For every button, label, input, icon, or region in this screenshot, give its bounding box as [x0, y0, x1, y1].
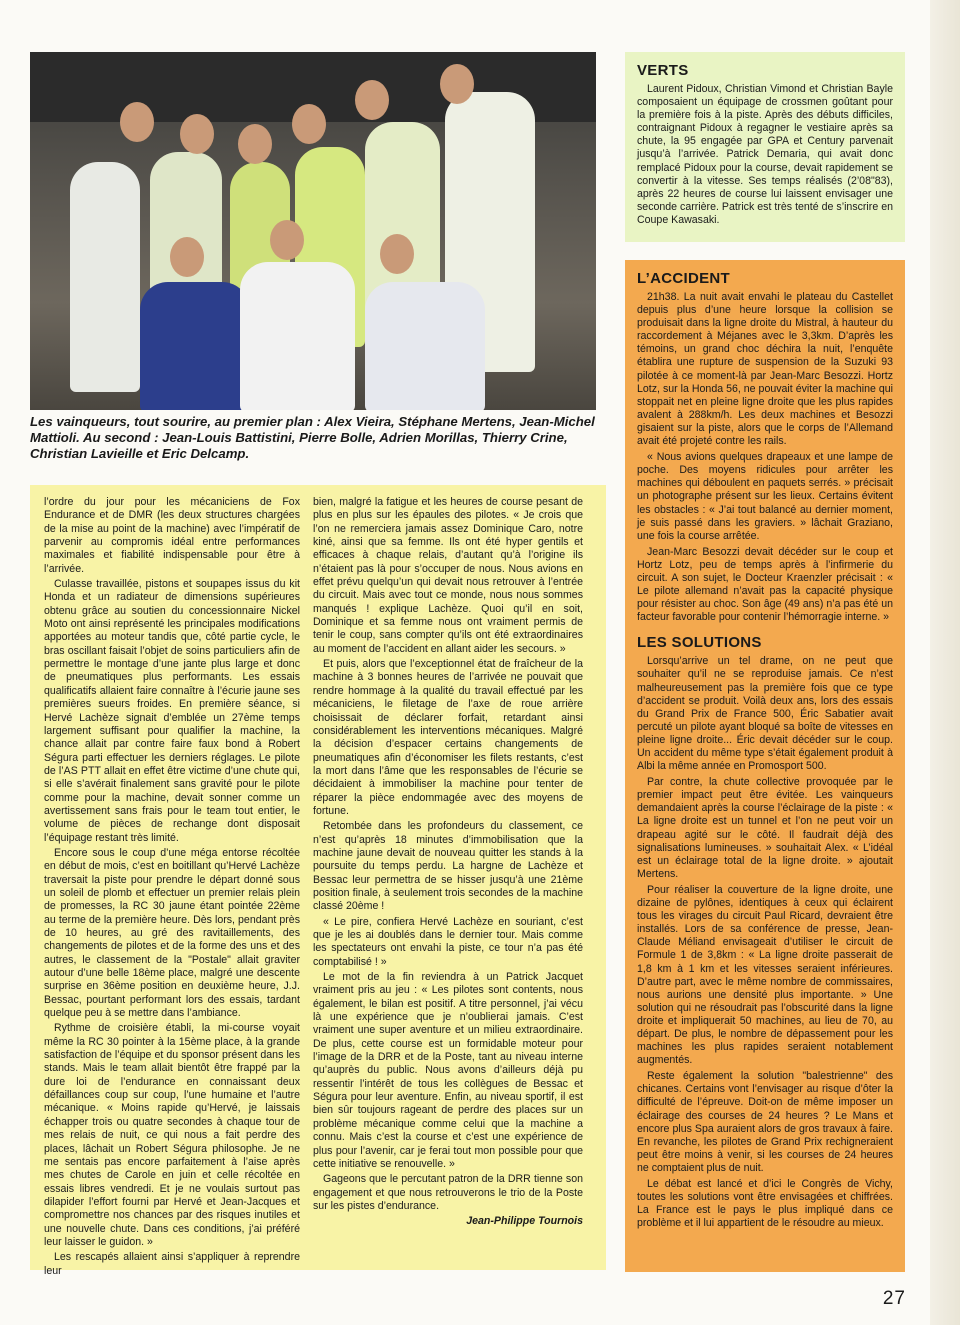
sidebar-paragraph: 21h38. La nuit avait envahi le plateau du Castellet depuis plus d’une heure lorsque la collision se produisait dans la ligne droite du Mistral, à hauteur du raccordement à Méjanes avec le 3,3km. D’après les témoins, un grand choc déchira la nuit, l’enquête établira une rupture de suspension de la Suzuki 93 pilotée à ce moment-là par Jean-Marc Besozzi. Hortz Lotz, sur la Honda 56, ne pouvait éviter la machine qui stoppait net en pleine ligne droite que les plus rapides avalent à 288km/h. Les deux machines et Besozzi gisaient sur la piste, alors que le corps de l’Allemand avait été projeté contre les rails. [637, 291, 893, 448]
rider-head [180, 114, 214, 154]
team-photo [30, 52, 596, 410]
article-paragraph: bien, malgré la fatigue et les heures de course pesant de plus en plus sur les épaules des pilotes. « Je crois que l’on ne remerciera jamais assez Dominique Caro, notre kiné, ainsi que sa femme. Ils ont été hyper gentils et efficaces à chaque relais, d’autant qu’à l’origine ils n’étaient pas là pour s’occuper de nous. Nous avions en effet prévu quelqu’un qui devait nous retrouver à l’entrée du circuit. Mais avec tout ce monde, nous nous sommes manqués ! explique Lachèze. Quoi qu’il en soit, Dominique et sa femme nous ont vraiment permis de tenir le coup, sans compter qu’ils ont été extraordinaires au moment de l’accident en allant aider les secours. » [313, 496, 583, 655]
article-paragraph: Et puis, alors que l’exceptionnel état de fraîcheur de la machine à 3 bonnes heures de l’arrivée ne pouvait que rendre hommage à la qualité du travail effectué par les mécaniciens, le filetage de l’axe de roue arrière choisissait de déclarer forfait, retardant ainsi considérablement les interventions mécaniques. Malgré la décision d’espacer certains changements de pneumatiques afin d’économiser les filets restants, c’est la mort dans l’âme que les responsables de l’écurie se décidaient à immobiliser la machine pour tenter de réparer la pièce endommagée avec des moyens de fortune. [313, 658, 583, 817]
photo-caption: Les vainqueurs, tout sourire, au premier plan : Alex Vieira, Stéphane Mertens, Jean-Michel Mattioli. Au second : Jean-Louis Battistini, Pierre Bolle, Adrien Morillas, Thierry Crine, Christian Lavieille et Eric Delcamp. [30, 414, 595, 461]
sidebar-paragraph: « Nous avions quelques drapeaux et une lampe de poche. Des moyens ridicules pour arrêter les machines qui déboulent en paquets serrés. » précisait un photographe présent sur les lieux. Certains évitent les obstacles : « J’ai tout balancé au dernier moment, je suis passé dans les graviers. » lâchait Graziano, une fois la course arrêtée. [637, 451, 893, 542]
rider-head [270, 220, 304, 260]
rider-figure [70, 162, 140, 392]
article-paragraph: Le mot de la fin reviendra à un Patrick Jacquet vraiment pris au jeu : « Les pilotes sont contents, nous également, le bilan est positif. A titre personnel, j’ai vécu là une expérience que je n’oublierai jamais. C’est vraiment une super aventure et un milieu extraordinaire. De plus, cette course est un formidable moteur pour l’image de la DRR et de la Poste, tant au niveau interne qu’auprès du public. Nous avons d’ailleurs déjà pu ressentir l’intérêt de tous les collègues de Bessac et Ségura pour leur aventure. Enfin, au niveau sportif, il est bien sûr toujours rageant de perdre des places sur un problème mécanique comme celui que la machine a connu. Mais c’est la course et c’est une expérience de plus pour l’avenir, car je ferai tout mon possible pour que cette initiative se renouvelle. » [313, 971, 583, 1170]
rider-figure [140, 282, 250, 410]
page-edge [930, 0, 960, 1325]
sidebar-paragraph: Reste également la solution "balestrienne" des chicanes. Certains vont l’envisager au risque d’ôter la difficulté de l’épreuve. Doit-on de même imposer un éclairage des courses de 24 heures ? Le Mans et encore plus Spa auraient alors de gros travaux à faire. En revanche, les pilotes de Grand Prix rechigneraient peut être moins à venir, si les courses de 24 heures ne comptaient plus de nuit. [637, 1070, 893, 1174]
author-signature: Jean-Philippe Tournois [466, 1215, 583, 1228]
article-column-2 [313, 496, 583, 1231]
article-paragraph: Retombée dans les profondeurs du classement, ce n’est qu’après 18 minutes d’immobilisation que la machine jaune devait de nouveau quitter les stands à la poursuite du temps perdu. La hargne de Lachèze et Bessac leur permettra de se hisser jusqu’à une 21ème position finale, à seulement trois secondes de la machine classé 20ème ! [313, 820, 583, 913]
sidebar-title: VERTS [637, 62, 689, 79]
article-paragraph: « Le pire, confiera Hervé Lachèze en souriant, c’est que je les ai doublés dans le dernier tour. Mais comme les spectateurs ont envahi la piste, ce tour n’a pas été comptabilisé ! » [313, 915, 583, 968]
page-number: 27 [882, 1288, 906, 1309]
rider-figure [365, 282, 485, 410]
rider-head [355, 80, 389, 120]
sidebar-paragraph: Par contre, la chute collective provoquée par le premier impact peut être évitée. Les vainqueurs demandaient après la course l’éclairage de la piste : « La ligne droite est un tunnel et l’on ne peut voir un drapeau agité sur le côté. Il faudrait déjà des signalisations lumineuses. » souhaitait Alex. « L’idéal est un éclairage total de la ligne droite. » ajoutait Mertens. [637, 776, 893, 880]
rider-head [238, 124, 272, 164]
article-paragraph: Culasse travaillée, pistons et soupapes issus du kit Honda et un radiateur de dimensions supérieures obtenu grâce au soutien du concessionnaire Nickel Moto ont ainsi représenté les principales modifications apportées au moteur tandis que, côté partie cycle, le bras oscillant faisait l’objet de soins particuliers afin de permettre le montage d’une jante plus large et donc de pneumatiques plus performants. Les essais qualificatifs allaient faire connaître à l’écurie jaune ses premières sueurs froides. En première séance, si Hervé Lachèze signait d’emblée un 27ème temps largement suffisant pour qualifier la machine, la chance allait par contre faire faux bond à Robert Ségura parti effectuer les derniers réglages. Le pilote de l’AS PTT allait en effet être victime d’une chute qui, si elle s’avérait finalement sans gravité pour le pilote comme pour la machine, devait sonner comme un avertissement sans frais pour le team tout entier, le volume de pièces de rechange dont disposait l’équipage restant très limité. [44, 578, 300, 844]
sidebar-paragraph: Le débat est lancé et d’ici le Congrès de Vichy, toutes les solutions vont être envisagées et chiffrées. La France est le pays le plus impliqué dans ce problème et il lui appartient de le résoudre au mieux. [637, 1178, 893, 1230]
sidebar-paragraph: Pour réaliser la couverture de la ligne droite, une dizaine de pylônes, identiques à ceux qui éclairent tous les virages du circuit Paul Ricard, devraient être installés. Lors de sa conférence de presse, Jean-Claude Méliand envisageait d’utiliser le circuit de Formule 1 de 3,8km : « La ligne droite passerait de 1,8 km à 1 km et les vitesses seraient inférieures. D’autre part, avec le même nombre de commissaires, nous aurions une densité plus importante. » Une solution qui ne résoudrait pas l’obscurité dans la ligne droite et impliquerait 50 machines, au lieu de 70, au départ. De plus, le nombre de dépassement pour les machines les plus rapides seraient notablement augmentés. [637, 883, 893, 1067]
sidebar-title: LES SOLUTIONS [637, 634, 762, 652]
rider-head [292, 104, 326, 144]
article-paragraph: Gageons que le percutant patron de la DRR tienne son engagement et que nous retrouverons le trio de la Poste sur les pistes d’endurance. [313, 1173, 583, 1212]
rider-head [170, 237, 204, 277]
sidebar-accident-solutions [625, 260, 905, 1272]
article-column-1 [44, 496, 300, 1280]
rider-head [380, 234, 414, 274]
article-paragraph: Rythme de croisière établi, la mi-course voyait même la RC 30 pointer à la 15ème place, à la grande satisfaction de l’équipe et du sponsor présent dans les stands. Mais le team allait bientôt être frappé par la dure loi de l’endurance en connaissant deux défaillances coup sur coup, l’une humaine et l’autre mécanique. « Moins rapide qu’Hervé, je laissais échapper trois ou quatre secondes à chaque tour de mes relais de nuit, ce qui nous a fait perdre des places, lâchait un Robert Ségura philosophe. Je ne me sentais pas encore parfaitement à l’aise après mes chutes de Carole en juin et celle récoltée en essais libres vendredi. Et je ne voulais surtout pas dilapider l’effort fourni par Hervé et Jean-Jacques et compromettre nos chances par des risques inutiles et une nouvelle chute. Dans ces conditions, j’ai préféré leur laisser le guidon. » [44, 1022, 300, 1248]
sidebar-title: L’ACCIDENT [637, 270, 730, 287]
sidebar-paragraph: Laurent Pidoux, Christian Vimond et Christian Bayle composaient un équipage de crossmen goûtant pour la première fois à la piste. Après des débuts difficiles, contraignant Pidoux à regagner le vestiaire après sa chute, la 95 engagée par GPA et Century parvenait jusqu’à l’arrivée. Patrick Demaria, qui avait donc remplacé Pidoux pour la course, devait rapidement se convertir à la vitesse. Ses temps réalisés (2’08"83), après 22 heures de course lui laissent envisager une seconde carrière. Patrick est très tenté de s’inscrire en Coupe Kawasaki. [637, 83, 893, 226]
article-paragraph: l’ordre du jour pour les mécaniciens de Fox Endurance et de DMR (les deux structures chargées de la mise au point de la machine) avec l’impératif de parvenir au compromis idéal entre performances maximales et fiabilité indispensable pour être à l’arrivée. [44, 496, 300, 575]
article-paragraph: Les rescapés allaient ainsi s’appliquer à reprendre leur [44, 1251, 300, 1277]
rider-head [440, 64, 474, 104]
sidebar-verts [625, 52, 905, 242]
rider-head [120, 102, 154, 142]
rider-figure [240, 262, 355, 410]
sidebar-paragraph: Jean-Marc Besozzi devait décéder sur le coup et Hortz Lotz, peu de temps après à l’infirmerie du circuit. A son sujet, le Docteur Kraenzler précisait : « Le pilote allemand n’avait pas la capacité physique pour résister au choc. Son âge (49 ans) n’a pas été un facteur favorable pour contenir l’hémorragie interne. » [637, 545, 893, 624]
sidebar-paragraph: Lorsqu’arrive un tel drame, on ne peut que souhaiter qu’il ne se reproduise jamais. Ce n’est malheureusement pas la première fois que ce type d’accident se produit. Voilà deux ans, lors des essais du Grand Prix de France 500, Éric Sabatier avait percuté un pilote ayant bloqué sa boîte de vitesses en pleine ligne droite... Éric devait décéder sur le coup. Un accident du même type s’était également produit à Albi la même année en Promosport 500. [637, 655, 893, 773]
article-paragraph: Encore sous le coup d’une méga entorse récoltée en début de mois, c’est en boitillant qu’Hervé Lachèze traversait la piste pour prendre le départ donné sous un soleil de plomb et effectuer un premier relais plein de promesses, la RC 30 jaune étant pointée 22ème au terme de la première heure. Dès lors, pendant près de 10 heures, au gré des ravitaillements, des changements de pilotes et de la forme des uns et des autres, le classement de la "Postale" allait graviter autour d’une belle 18ème place, malgré une descente surprise en 36ème position en deuxième heure, J.J. Bessac, pourtant performant lors des essais, tardant quelque peu à se mettre dans l’ambiance. [44, 846, 300, 1020]
